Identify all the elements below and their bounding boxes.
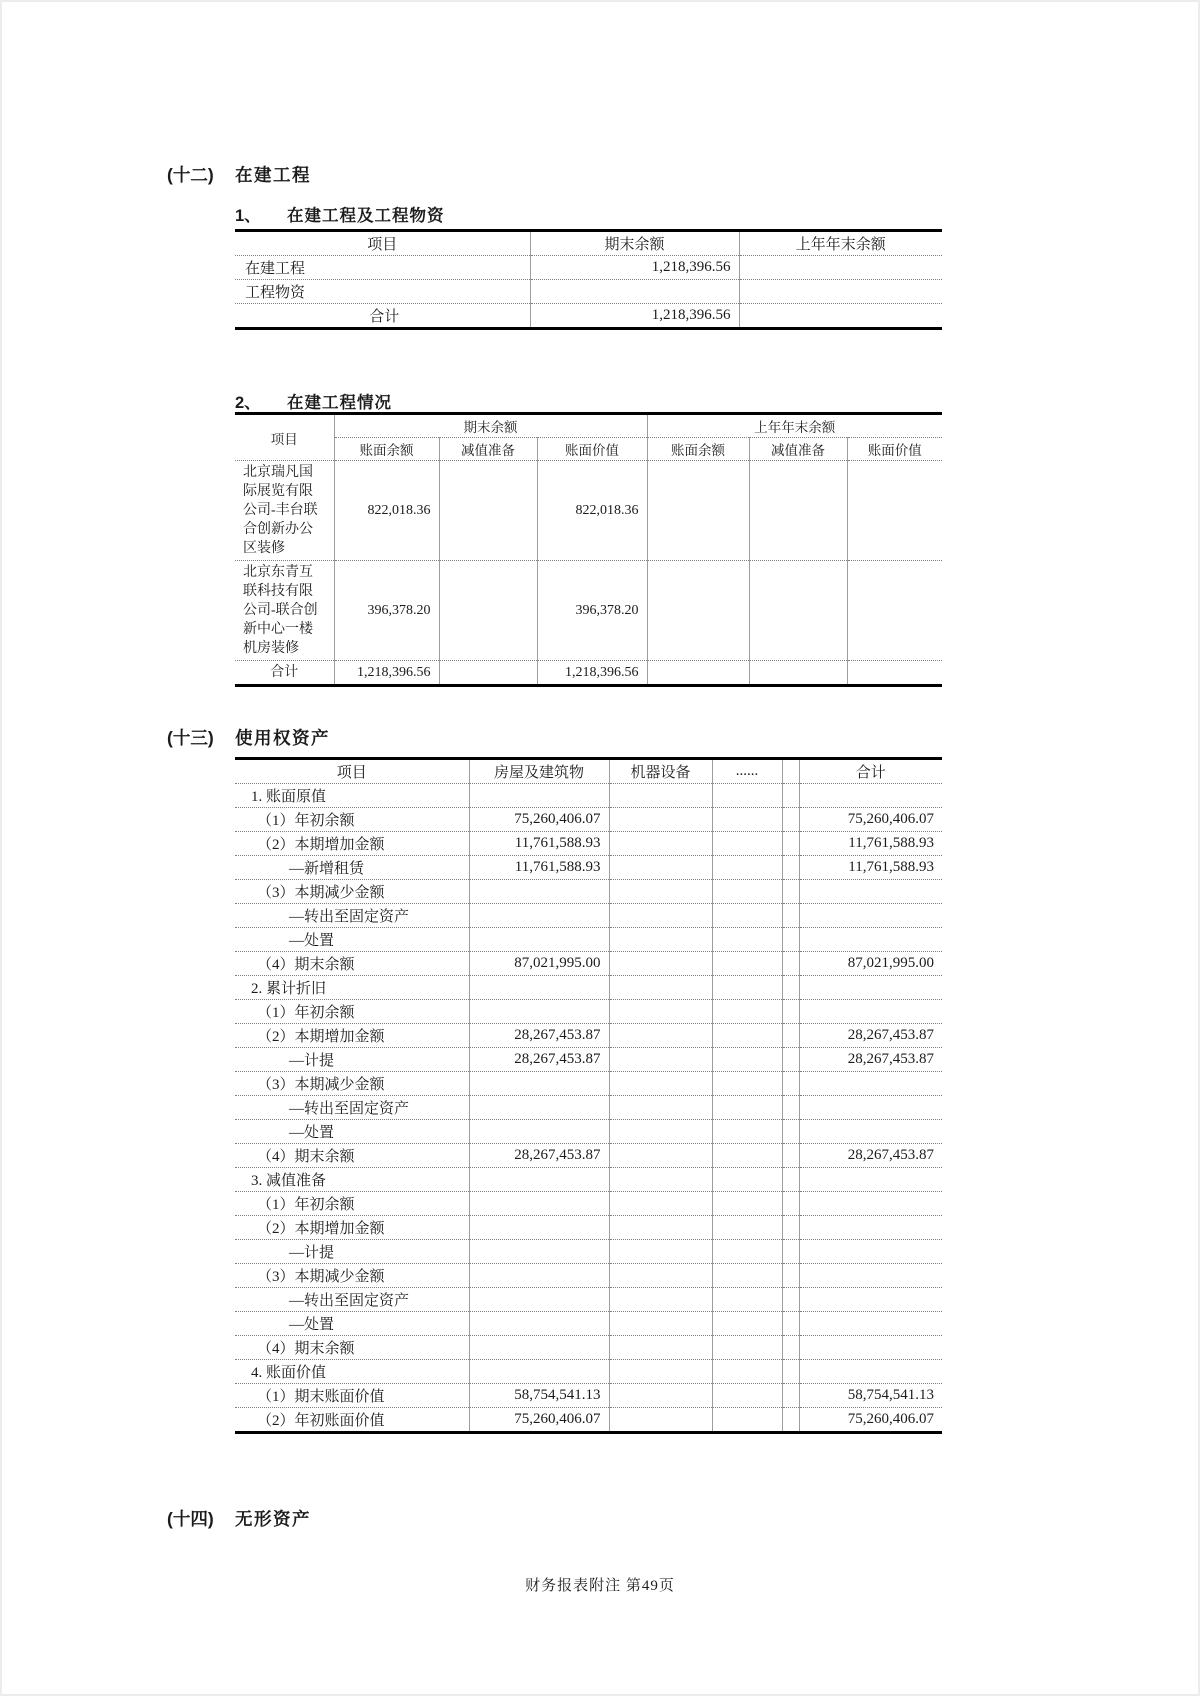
table-row	[235, 1408, 942, 1433]
col-header-buildings: 房屋及建筑物	[469, 759, 609, 784]
col-header-prior-year-balance: 上年年末余额	[795, 237, 886, 253]
cell-value	[712, 1264, 782, 1288]
cell-value	[782, 1312, 799, 1336]
cell-value	[712, 1192, 782, 1216]
cell-value	[712, 1096, 782, 1120]
cell-value: 28,267,453.87	[799, 1048, 942, 1072]
table-header-row	[235, 231, 942, 256]
row-label: —转出至固定资产	[235, 1096, 469, 1120]
cell-value	[749, 561, 847, 661]
cell-value	[609, 1168, 712, 1192]
cell-value	[469, 784, 609, 808]
cell-value	[469, 1216, 609, 1240]
col-header-impairment-prior: 减值准备	[749, 438, 847, 461]
cell-value	[799, 1336, 942, 1360]
table-row	[235, 1072, 942, 1096]
cell-value	[799, 976, 942, 1000]
section-heading-13	[167, 725, 330, 750]
row-label: （3）本期减少金额	[235, 880, 469, 904]
cell-value	[782, 1000, 799, 1024]
section-13-title: 使用权资产	[235, 728, 330, 748]
cell-value	[469, 904, 609, 928]
cell-value	[712, 1360, 782, 1384]
cell-value: 75,260,406.07	[799, 808, 942, 832]
cell-value	[712, 976, 782, 1000]
cell-value	[609, 1120, 712, 1144]
cell-value	[712, 784, 782, 808]
row-label: 4. 账面价值	[235, 1360, 469, 1384]
cell-value	[712, 880, 782, 904]
cell-value	[609, 832, 712, 856]
row-label: 工程物资	[235, 280, 530, 304]
row-label: —转出至固定资产	[235, 1288, 469, 1312]
cell-value	[739, 304, 942, 329]
cell-value	[799, 784, 942, 808]
cell-value: 822,018.36	[537, 461, 647, 561]
cell-value	[782, 952, 799, 976]
table-row	[235, 1312, 942, 1336]
table-row	[235, 304, 942, 329]
cell-value	[469, 1096, 609, 1120]
cell-value	[712, 1120, 782, 1144]
cell-value	[847, 661, 942, 686]
cell-value	[609, 856, 712, 880]
cell-value	[712, 1144, 782, 1168]
cell-value: 28,267,453.87	[799, 1144, 942, 1168]
table-row	[235, 1192, 942, 1216]
cip-summary-body	[235, 256, 942, 329]
cell-value	[469, 1336, 609, 1360]
section-14-number: (十四)	[167, 1509, 214, 1529]
cell-value	[782, 1240, 799, 1264]
cell-value	[469, 880, 609, 904]
row-label: 1. 账面原值	[235, 784, 469, 808]
col-header-book-balance: 账面余额	[334, 438, 439, 461]
table-row	[235, 832, 942, 856]
cell-value	[847, 461, 942, 561]
table-row	[235, 1288, 942, 1312]
cell-value	[782, 1168, 799, 1192]
row-label: （1）年初余额	[235, 808, 469, 832]
table-row	[235, 1096, 942, 1120]
cell-value	[782, 1336, 799, 1360]
cell-value	[609, 1336, 712, 1360]
cell-value	[749, 661, 847, 686]
section-heading-14	[167, 1506, 311, 1531]
table-row	[235, 661, 942, 686]
subsection-2-title: 在建工程情况	[287, 394, 392, 412]
section-12-number: (十二)	[167, 165, 214, 185]
cell-value	[799, 928, 942, 952]
cell-value	[609, 928, 712, 952]
cell-value	[782, 1384, 799, 1408]
cell-value	[712, 1312, 782, 1336]
col-header-impairment: 减值准备	[439, 438, 537, 461]
table-row	[235, 928, 942, 952]
table-row	[235, 952, 942, 976]
table-row	[235, 1264, 942, 1288]
cell-value: 87,021,995.00	[799, 952, 942, 976]
cell-value	[782, 904, 799, 928]
cell-value	[609, 1288, 712, 1312]
table-row	[235, 1048, 942, 1072]
row-label: —计提	[235, 1048, 469, 1072]
table-row	[235, 808, 942, 832]
cell-value	[799, 1096, 942, 1120]
cell-value	[647, 461, 749, 561]
cell-value	[782, 1144, 799, 1168]
cell-value	[739, 280, 942, 304]
table-row	[235, 784, 942, 808]
cell-value	[712, 1048, 782, 1072]
cell-value: 1,218,396.56	[334, 661, 439, 686]
cell-value	[712, 1288, 782, 1312]
cell-value	[782, 1360, 799, 1384]
subsection-2-number: 2、	[235, 394, 261, 412]
cell-value	[609, 1048, 712, 1072]
page-footer: 财务报表附注 第49页	[525, 1578, 675, 1594]
cell-value	[469, 1072, 609, 1096]
cell-value	[609, 1216, 712, 1240]
section-heading-12	[167, 162, 311, 187]
cell-value: 822,018.36	[334, 461, 439, 561]
cell-value	[799, 880, 942, 904]
cell-value: 1,218,396.56	[537, 661, 647, 686]
row-label: 合计	[235, 304, 530, 329]
cell-value	[782, 928, 799, 952]
table-row	[235, 1120, 942, 1144]
cell-value	[609, 1408, 712, 1433]
subsection-1-title: 在建工程及工程物资	[287, 207, 445, 225]
table-row	[235, 856, 942, 880]
row-label: （4）期末余额	[235, 952, 469, 976]
cell-value: 396,378.20	[334, 561, 439, 661]
group-header-prior-year-balance: 上年年末余额	[754, 420, 836, 435]
cell-value	[799, 1360, 942, 1384]
row-label: （1）期末账面价值	[235, 1384, 469, 1408]
cell-value	[609, 1360, 712, 1384]
cell-value: 75,260,406.07	[469, 1408, 609, 1433]
cell-value: 58,754,541.13	[469, 1384, 609, 1408]
cell-value	[782, 1408, 799, 1433]
row-label: 在建工程	[235, 256, 530, 280]
table-row	[235, 880, 942, 904]
cell-value	[609, 1192, 712, 1216]
cell-value: 1,218,396.56	[530, 304, 739, 329]
table-row	[235, 904, 942, 928]
row-label: —处置	[235, 1120, 469, 1144]
col-header-ending-balance: 期末余额	[530, 231, 739, 256]
cell-value	[609, 1144, 712, 1168]
cell-value	[782, 1288, 799, 1312]
cell-value: 28,267,453.87	[469, 1048, 609, 1072]
cell-value	[712, 1240, 782, 1264]
row-label: （4）期末余额	[235, 1144, 469, 1168]
cell-value: 75,260,406.07	[799, 1408, 942, 1433]
cell-value	[647, 661, 749, 686]
cell-value	[712, 808, 782, 832]
cell-value: 28,267,453.87	[799, 1024, 942, 1048]
rou-asset-table	[235, 757, 942, 1434]
cell-value	[439, 461, 537, 561]
cell-value	[609, 1384, 712, 1408]
cell-value	[782, 1120, 799, 1144]
cell-value	[847, 561, 942, 661]
table-row	[235, 976, 942, 1000]
cell-value	[782, 1024, 799, 1048]
col-header-machinery: 机器设备	[609, 759, 712, 784]
cell-value	[647, 561, 749, 661]
table-row	[235, 256, 942, 280]
row-label: （3）本期减少金额	[235, 1264, 469, 1288]
cell-value	[799, 1072, 942, 1096]
cell-value: 11,761,588.93	[469, 832, 609, 856]
cell-value: 396,378.20	[537, 561, 647, 661]
cell-value	[530, 280, 739, 304]
cell-value: 11,761,588.93	[469, 856, 609, 880]
row-label: （3）本期减少金额	[235, 1072, 469, 1096]
table-row	[235, 1216, 942, 1240]
cell-value	[469, 1312, 609, 1336]
cell-value	[799, 1000, 942, 1024]
cell-value	[712, 1336, 782, 1360]
table-group-header-row	[235, 414, 942, 438]
row-label: —新增租赁	[235, 856, 469, 880]
table-row	[235, 1336, 942, 1360]
col-header-item: 项目	[235, 759, 469, 784]
table-row	[235, 1168, 942, 1192]
cell-value	[609, 1000, 712, 1024]
cip-detail-body	[235, 461, 942, 686]
cell-value	[609, 1240, 712, 1264]
cell-value	[782, 1264, 799, 1288]
cell-value	[782, 832, 799, 856]
cell-value	[712, 832, 782, 856]
row-label: —转出至固定资产	[235, 904, 469, 928]
cell-value	[469, 1000, 609, 1024]
cell-value	[782, 880, 799, 904]
col-header-book-value-prior: 账面价值	[847, 438, 942, 461]
col-header-total: 合计	[855, 765, 886, 781]
cell-value	[782, 1192, 799, 1216]
cell-value	[609, 1024, 712, 1048]
cell-value	[609, 1096, 712, 1120]
table-row	[235, 280, 942, 304]
cell-value: 1,218,396.56	[530, 256, 739, 280]
cell-value	[799, 1192, 942, 1216]
cell-value	[799, 904, 942, 928]
cell-value	[712, 1168, 782, 1192]
table-row	[235, 1024, 942, 1048]
cell-value	[712, 952, 782, 976]
cell-value	[799, 1264, 942, 1288]
row-label: 3. 减值准备	[235, 1168, 469, 1192]
row-label: 2. 累计折旧	[235, 976, 469, 1000]
row-label: （2）本期增加金额	[235, 1216, 469, 1240]
cell-value	[609, 784, 712, 808]
row-label: 北京东青互联科技有限公司-联合创新中心一楼机房装修	[235, 561, 334, 661]
table-row	[235, 1000, 942, 1024]
row-label: 北京瑞凡国际展览有限公司-丰台联合创新办公区装修	[235, 461, 334, 561]
row-label: （2）本期增加金额	[235, 832, 469, 856]
cell-value	[782, 784, 799, 808]
cell-value	[782, 856, 799, 880]
cell-value: 75,260,406.07	[469, 808, 609, 832]
subsection-1-number: 1、	[235, 207, 261, 225]
cell-value	[609, 904, 712, 928]
row-label: （1）年初余额	[235, 1000, 469, 1024]
cell-value: 87,021,995.00	[469, 952, 609, 976]
cell-value	[609, 1312, 712, 1336]
row-label: （2）年初账面价值	[235, 1408, 469, 1433]
table-row	[235, 1384, 942, 1408]
section-13-number: (十三)	[167, 728, 214, 748]
cell-value	[712, 904, 782, 928]
cell-value	[469, 1288, 609, 1312]
cell-value	[609, 1072, 712, 1096]
cell-value	[469, 1168, 609, 1192]
cip-detail-table	[235, 412, 942, 687]
row-label: —计提	[235, 1240, 469, 1264]
cell-value	[799, 1312, 942, 1336]
rou-table-body	[235, 784, 942, 1433]
col-header-book-value: 账面价值	[537, 438, 647, 461]
cell-value	[609, 952, 712, 976]
cell-value	[712, 1000, 782, 1024]
cell-value	[712, 1384, 782, 1408]
cell-value	[712, 856, 782, 880]
cell-value: 11,761,588.93	[799, 856, 942, 880]
cell-value	[782, 1048, 799, 1072]
cell-value: 28,267,453.87	[469, 1024, 609, 1048]
table-header-row	[235, 759, 942, 784]
cell-value	[469, 1360, 609, 1384]
cell-value	[739, 256, 942, 280]
cell-value	[469, 1264, 609, 1288]
cell-value	[712, 1216, 782, 1240]
section-12-title: 在建工程	[235, 165, 311, 185]
cell-value	[712, 1408, 782, 1433]
cell-value	[782, 1216, 799, 1240]
cell-value: 28,267,453.87	[469, 1144, 609, 1168]
cell-value	[712, 928, 782, 952]
subsection-heading-2	[235, 389, 392, 413]
cell-value	[799, 1288, 942, 1312]
cell-value	[439, 561, 537, 661]
cell-value	[439, 661, 537, 686]
col-header-ellipsis: ......	[712, 759, 782, 784]
cell-value	[609, 1264, 712, 1288]
cell-value	[799, 1120, 942, 1144]
cell-value	[469, 976, 609, 1000]
cell-value	[782, 1096, 799, 1120]
row-label: （2）本期增加金额	[235, 1024, 469, 1048]
col-header-book-balance-prior: 账面余额	[647, 438, 749, 461]
row-label: （1）年初余额	[235, 1192, 469, 1216]
row-label: （4）期末余额	[235, 1336, 469, 1360]
cell-value	[782, 808, 799, 832]
row-label: —处置	[235, 1312, 469, 1336]
cell-value	[799, 1216, 942, 1240]
cell-value	[469, 928, 609, 952]
cell-value	[469, 1240, 609, 1264]
col-header-item: 项目	[235, 414, 334, 461]
cell-value	[469, 1120, 609, 1144]
table-row	[235, 1240, 942, 1264]
row-label: 合计	[235, 661, 334, 686]
section-14-title: 无形资产	[235, 1509, 311, 1529]
table-subheader-row	[235, 438, 942, 461]
cell-value	[609, 880, 712, 904]
cell-value	[782, 1072, 799, 1096]
table-row	[235, 1144, 942, 1168]
col-header-item: 项目	[235, 231, 530, 256]
cell-value	[782, 976, 799, 1000]
row-label: —处置	[235, 928, 469, 952]
cell-value	[799, 1240, 942, 1264]
cell-value: 11,761,588.93	[799, 832, 942, 856]
table-row	[235, 461, 942, 561]
table-row	[235, 561, 942, 661]
cell-value	[609, 976, 712, 1000]
cell-value: 58,754,541.13	[799, 1384, 942, 1408]
cell-value	[712, 1072, 782, 1096]
subsection-heading-1	[235, 202, 445, 226]
cell-value	[609, 808, 712, 832]
cip-summary-table	[235, 229, 942, 330]
group-header-ending-balance: 期末余额	[334, 414, 647, 438]
cell-value	[799, 1168, 942, 1192]
col-header-blank	[782, 759, 799, 784]
table-row	[235, 1360, 942, 1384]
cell-value	[469, 1192, 609, 1216]
cell-value	[712, 1024, 782, 1048]
cell-value	[749, 461, 847, 561]
